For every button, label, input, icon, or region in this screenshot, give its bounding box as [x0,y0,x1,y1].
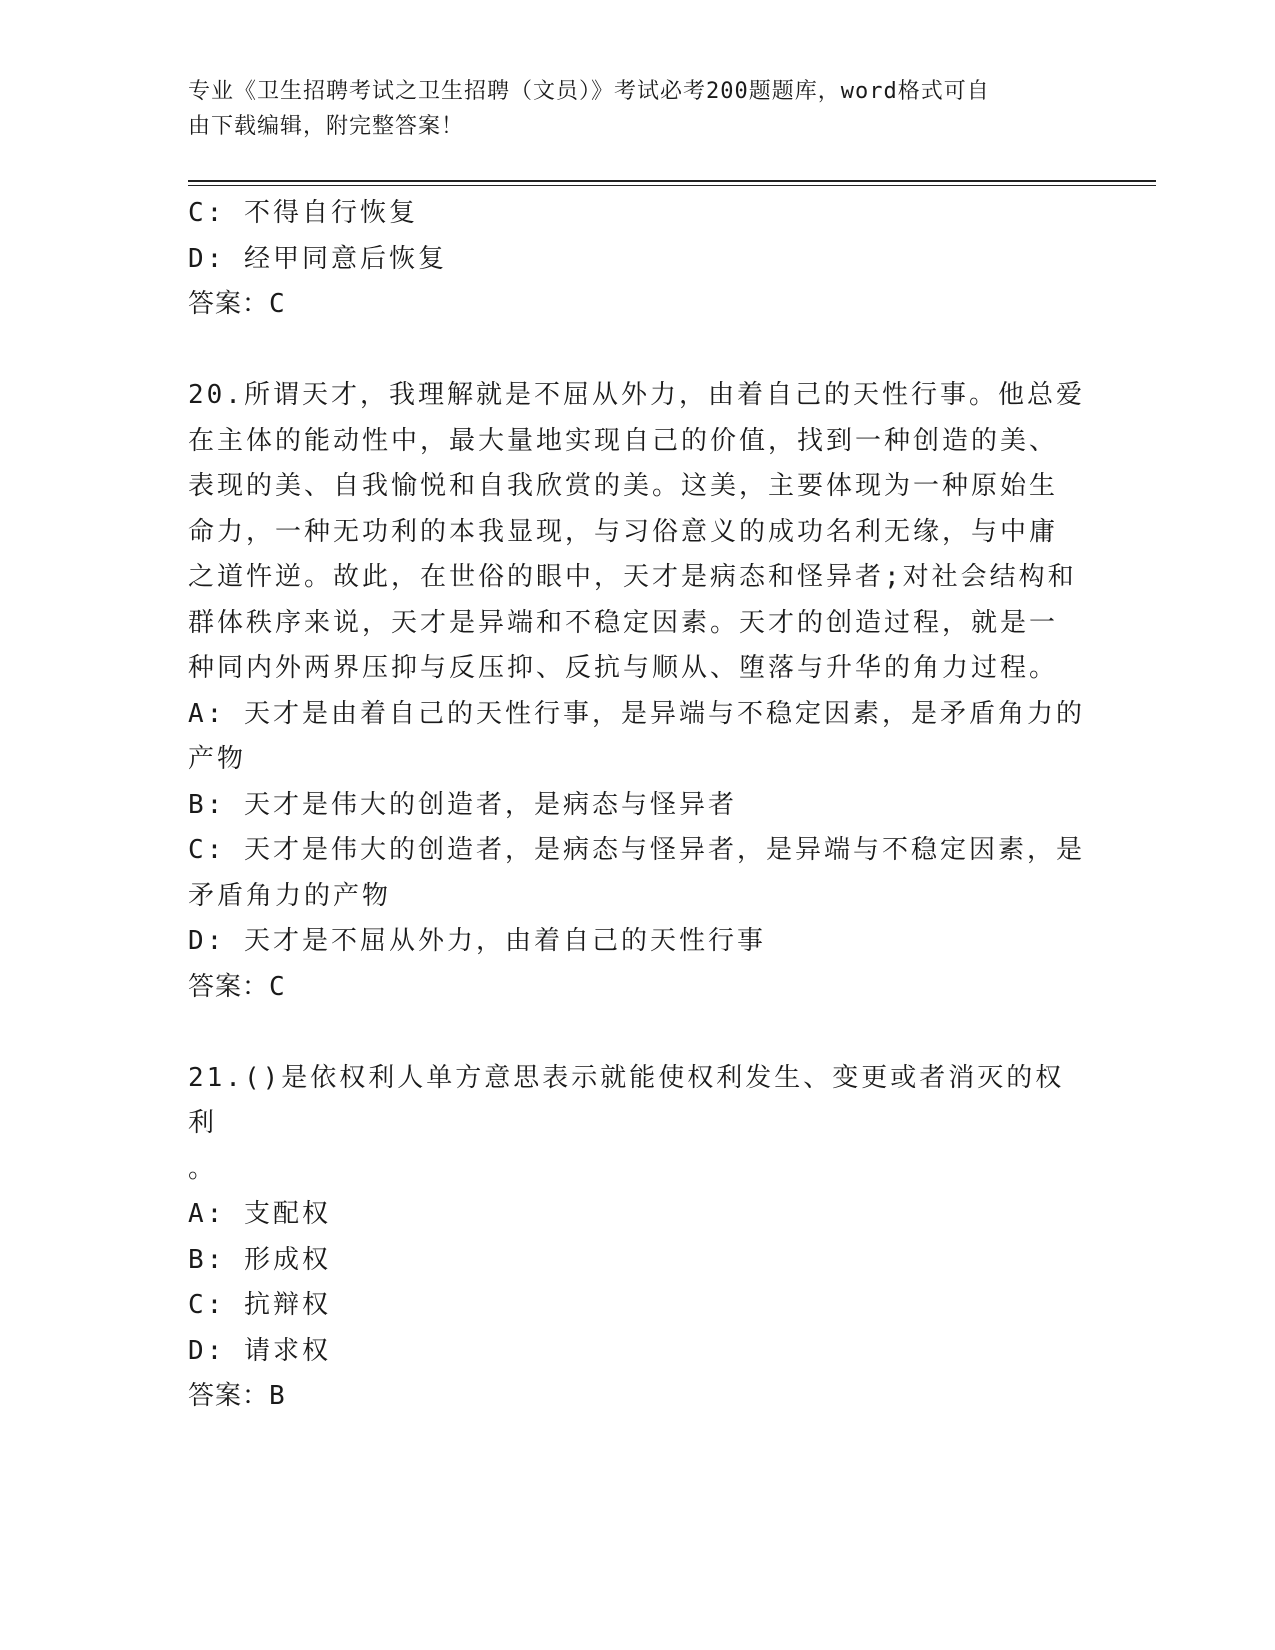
question-21 [188,1056,1088,1420]
document-body [188,191,1088,1420]
q19-option-d: D: 经甲同意后恢复 [188,243,447,274]
q20-stem-line: 种同内外两界压抑与反压抑、反抗与顺从、堕落与升华的角力过程。 [188,653,1059,683]
q20-stem-line: 命力，一种无功利的本我显现，与习俗意义的成功名利无缘，与中庸 [188,516,1059,547]
q20-stem-line: 在主体的能动性中，最大量地实现自己的价值，找到一种创造的美、 [188,425,1059,456]
q21-answer: 答案：B [188,1381,286,1411]
page-header [188,74,1088,144]
question-20 [188,373,1088,1010]
q20-option-b: B: 天才是伟大的创造者，是病态与怪异者 [188,789,737,820]
q20-stem-line: 表现的美、自我愉悦和自我欣赏的美。这美，主要体现为一种原始生 [188,471,1059,501]
q21-stem-line: 。 [188,1153,218,1184]
q20-option-a: A: 天才是由着自己的天性行事，是异端与不稳定因素，是矛盾角力的 [188,698,1085,729]
q20-option-a-cont: 产物 [188,744,247,774]
question-19-tail [188,191,1088,328]
q20-option-c-cont: 矛盾角力的产物 [188,880,392,911]
q21-option-a: A: 支配权 [188,1199,331,1229]
header-divider-thin [188,185,1156,186]
spacer [188,1010,1088,1056]
q21-option-c: C: 抗辩权 [188,1290,331,1320]
q19-answer: 答案：C [188,289,286,319]
q21-option-d: D: 请求权 [188,1335,331,1366]
q20-stem-line: 群体秩序来说，天才是异端和不稳定因素。天才的创造过程，就是一 [188,607,1059,638]
header-line-2: 由下载编辑，附完整答案！ [188,114,465,139]
q21-stem-line: 21.()是依权利人单方意思表示就能使权利发生、变更或者消灭的权利 [188,1062,1065,1138]
q20-answer: 答案：C [188,971,286,1002]
q20-stem-line: 之道忤逆。故此，在世俗的眼中，天才是病态和怪异者;对社会结构和 [188,562,1077,592]
q19-option-c: C: 不得自行恢复 [188,198,418,228]
q21-option-b: B: 形成权 [188,1244,331,1275]
q20-stem-line: 20.所谓天才，我理解就是不屈从外力，由着自己的天性行事。他总爱 [188,380,1085,410]
header-line-1: 专业《卫生招聘考试之卫生招聘（文员）》考试必考200题题库，word格式可自 [188,79,990,104]
q20-option-d: D: 天才是不屈从外力，由着自己的天性行事 [188,926,766,956]
header-divider-thick [188,180,1156,182]
spacer [188,328,1088,374]
q20-option-c: C: 天才是伟大的创造者，是病态与怪异者，是异端与不稳定因素，是 [188,835,1085,865]
